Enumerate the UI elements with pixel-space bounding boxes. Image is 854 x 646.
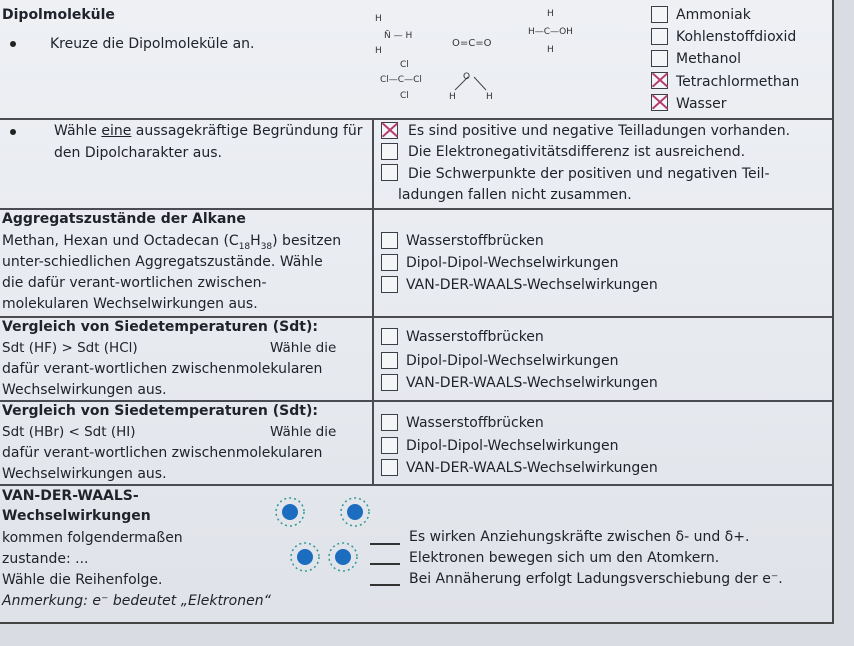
- reason2-checkbox[interactable]: [381, 143, 398, 160]
- section6-line3: kommen folgendermaßen: [2, 530, 183, 546]
- worksheet: Dipolmoleküle Kreuze die Dipolmoleküle an. H N̄ — H H O=C=O H H—C—OH H Cl Cl—C—Cl Cl O H H Ammoniak Kohlenstoffdioxid Methanol Tetrachlormethan Wasser Wähle eine aussagekräftige Begründung für den Dipolcharakter aus. Es sind positive und negative Teilladungen vorhanden. Die Elektronegativitätsdifferenz ist ausreichend. Die Schwerpunkte der positiven und negativen Teil- ladungen fallen nicht zusammen. Aggregatszustände der Alkane Methan, Hexan und Octadecan $(C_{18}H_{38})$ besitzen unter-schiedlichen Aggregatszustände. Wähle die dafür verant-wortlichen zwischen- molekularen Wechselwirkungen aus. Wasserstoffbrücken Dipol-Dipol-Wechselwirkungen VAN-DER-WAALS-Wechselwirkungen Vergleich von Siedetemperaturen (Sdt): Sdt (HF) > Sdt (HCl) Wähle die dafür verant-wortlichen zwischenmolekularen Wechselwirkungen aus. Wasserstoffbrücken Dipol-Dipol-Wechselwirkungen VAN-DER-WAALS-Wechselwirkungen Vergleich von Siedetemperaturen (Sdt): Sdt (HBr) < Sdt (HI) Wähle die dafür verant-wortlichen zwischenmolekularen Wechselwirkungen aus. Wasserstoffbrücken Dipol-Dipol-Wechselwirkungen VAN-DER-WAALS-Wechselwirkungen VAN-DER-WAALS- Wechselwirkungen kommen folgendermaßen zustande: ... Wähle die Reihenfolge. Anmerkung: e⁻ bedeutet „Elektronen“ Es wirken Anziehungskräfte zwischen δ- und δ+. Elektronen bewegen sich um den Atomkern. Bei Annäherung erfolgt Ladungsverschiebung der e⁻.: [0, 0, 834, 624]
- reason1-checkbox[interactable]: [381, 122, 398, 139]
- ammonia-checkbox[interactable]: [651, 6, 668, 23]
- option-label: Wasserstoffbrücken: [406, 415, 544, 431]
- divider: [372, 118, 374, 484]
- section4-choose: Wähle die: [270, 340, 337, 356]
- option-label: Kohlenstoffdioxid: [676, 29, 797, 45]
- option-label: VAN-DER-WAALS-Wechselwirkungen: [406, 460, 658, 476]
- section4-line4: Wechselwirkungen aus.: [2, 382, 167, 398]
- section3-line2: unter-schiedlichen Aggregatszustände. Wähle: [2, 254, 323, 270]
- section6-title-line2: Wechselwirkungen: [2, 508, 151, 524]
- bullet: [10, 129, 16, 135]
- section3-title: Aggregatszustände der Alkane: [2, 211, 246, 227]
- option-label-line2: ladungen fallen nicht zusammen.: [398, 187, 632, 203]
- section5-line3: dafür verant-wortlichen zwischenmolekularen: [2, 445, 323, 461]
- water-checkbox[interactable]: [651, 94, 668, 111]
- s4-option1-checkbox[interactable]: [381, 328, 398, 345]
- s3-option3-checkbox[interactable]: [381, 276, 398, 293]
- co2-structure: O=C=O: [452, 38, 492, 49]
- answer-blank[interactable]: [370, 563, 400, 565]
- divider: [0, 118, 832, 120]
- option-label: VAN-DER-WAALS-Wechselwirkungen: [406, 277, 658, 293]
- section4-title: Vergleich von Siedetemperaturen (Sdt):: [2, 319, 318, 335]
- section5-choose: Wähle die: [270, 424, 337, 440]
- tetrachloromethane-checkbox[interactable]: [651, 72, 668, 89]
- section4-compare: Sdt (HF) > Sdt (HCl): [2, 340, 138, 356]
- co2-checkbox[interactable]: [651, 28, 668, 45]
- option-label: Es sind positive und negative Teilladungen vorhanden.: [408, 123, 791, 139]
- statement: Es wirken Anziehungskräfte zwischen δ- und δ+.: [409, 529, 750, 545]
- statement: Bei Annäherung erfolgt Ladungsverschiebung der e⁻.: [409, 571, 783, 587]
- option-label: Die Schwerpunkte der positiven und negativen Teil-: [408, 166, 770, 182]
- option-label: Dipol-Dipol-Wechselwirkungen: [406, 255, 619, 271]
- option-label: Die Elektronegativitätsdifferenz ist ausreichend.: [408, 144, 746, 160]
- section5-compare: Sdt (HBr) < Sdt (HI): [2, 424, 136, 440]
- section5-title: Vergleich von Siedetemperaturen (Sdt):: [2, 403, 318, 419]
- reason3-checkbox[interactable]: [381, 164, 398, 181]
- atom-illustration: [268, 494, 408, 584]
- option-label: Dipol-Dipol-Wechselwirkungen: [406, 438, 619, 454]
- answer-blank[interactable]: [370, 584, 400, 586]
- statement: Elektronen bewegen sich um den Atomkern.: [409, 550, 720, 566]
- section6-title-line1: VAN-DER-WAALS-: [2, 488, 139, 504]
- section3-line1: Methan, Hexan und Octadecan $(C_{18}H_{38})$ besitzen: [2, 233, 342, 252]
- section4-line3: dafür verant-wortlichen zwischenmolekularen: [2, 361, 323, 377]
- option-label: Methanol: [676, 51, 741, 67]
- s3-option2-checkbox[interactable]: [381, 254, 398, 271]
- divider: [0, 484, 832, 486]
- section5-line4: Wechselwirkungen aus.: [2, 466, 167, 482]
- s4-option3-checkbox[interactable]: [381, 374, 398, 391]
- section6-note: Anmerkung: e⁻ bedeutet „Elektronen“: [2, 593, 271, 609]
- s4-option2-checkbox[interactable]: [381, 352, 398, 369]
- section6-line4: zustande: ...: [2, 551, 89, 567]
- option-label: Dipol-Dipol-Wechselwirkungen: [406, 353, 619, 369]
- option-label: Ammoniak: [676, 7, 751, 23]
- option-label: VAN-DER-WAALS-Wechselwirkungen: [406, 375, 658, 391]
- section6-line5: Wähle die Reihenfolge.: [2, 572, 163, 588]
- option-label: Wasserstoffbrücken: [406, 233, 544, 249]
- section3-line4: molekularen Wechselwirkungen aus.: [2, 296, 258, 312]
- option-label: Wasser: [676, 96, 727, 112]
- methanol-checkbox[interactable]: [651, 50, 668, 67]
- s5-option1-checkbox[interactable]: [381, 414, 398, 431]
- answer-blank[interactable]: [370, 543, 400, 545]
- section3-line3: die dafür verant-wortlichen zwischen-: [2, 275, 267, 291]
- s5-option2-checkbox[interactable]: [381, 437, 398, 454]
- section1-task: Kreuze die Dipolmoleküle an.: [50, 36, 255, 52]
- section2-task: Wähle eine aussagekräftige Begründung für: [54, 123, 363, 139]
- s3-option1-checkbox[interactable]: [381, 232, 398, 249]
- option-label: Wasserstoffbrücken: [406, 329, 544, 345]
- option-label: Tetrachlormethan: [676, 74, 800, 90]
- section1-title: Dipolmoleküle: [2, 7, 115, 23]
- bullet: [10, 41, 16, 47]
- s5-option3-checkbox[interactable]: [381, 459, 398, 476]
- section2-task-line2: den Dipolcharakter aus.: [54, 145, 222, 161]
